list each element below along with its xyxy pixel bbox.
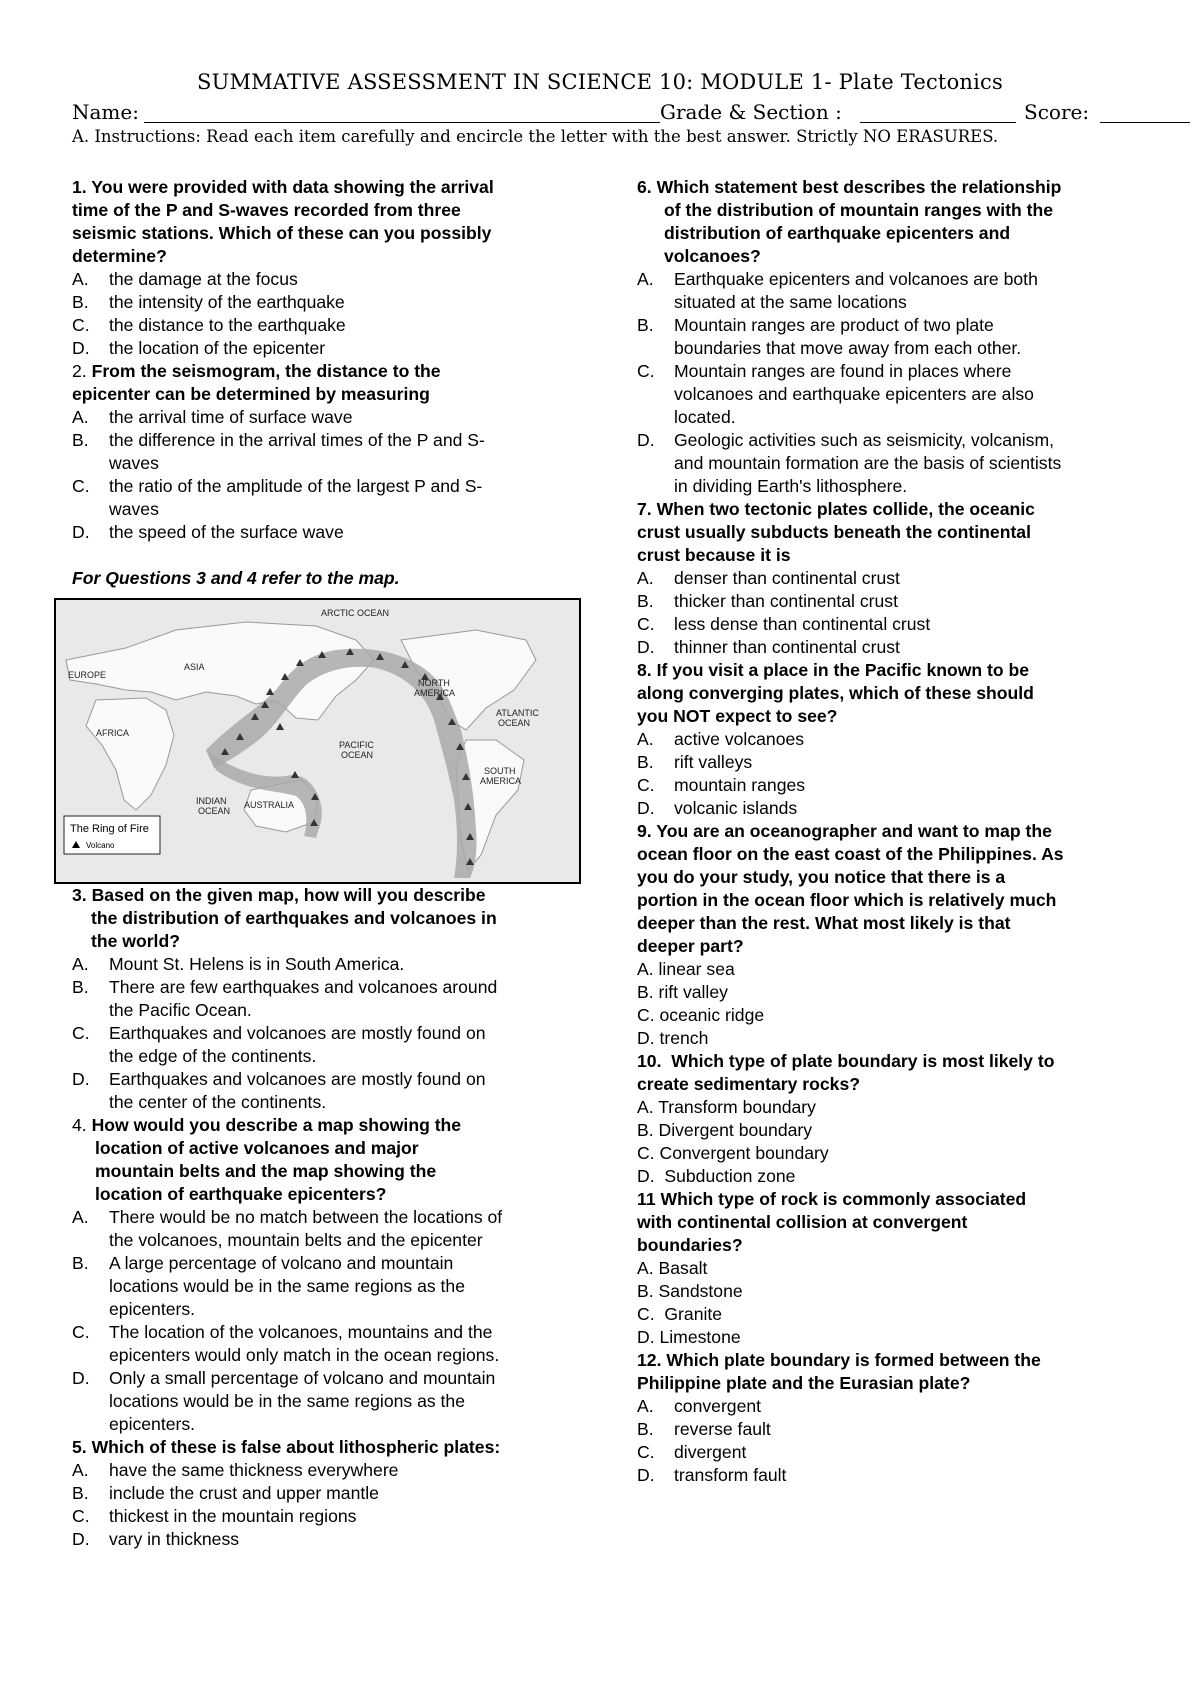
map-label-indian-2: OCEAN [198, 806, 231, 816]
question-8-option-b[interactable]: B. rift valleys [637, 752, 753, 772]
question-10-option-c[interactable]: C. Convergent boundary [637, 1143, 829, 1163]
question-9-option-b[interactable]: B. rift valley [637, 982, 728, 1002]
question-4-option-a[interactable]: A. There would be no match between the locations of the volcanoes, mountain belts and the epicenter [72, 1207, 503, 1250]
header-fields [72, 100, 1132, 128]
question-3-stem: 3. Based on the given map, how will you describe the distribution of earthquakes and volcanoes in the world? [72, 885, 497, 951]
question-6 [637, 176, 1147, 498]
question-12-option-c[interactable]: C. divergent [637, 1442, 747, 1462]
question-3-option-c[interactable]: C. Earthquakes and volcanoes are mostly found on the edge of the continents. [72, 1023, 486, 1066]
question-8-option-a[interactable]: A. active volcanoes [637, 729, 805, 749]
question-5 [72, 1436, 572, 1551]
question-3-option-a[interactable]: A. Mount St. Helens is in South America. [72, 954, 405, 974]
map-label-north-america-2: AMERICA [414, 688, 456, 698]
map-label-pacific: PACIFIC [339, 740, 374, 750]
question-6-option-c[interactable]: C. Mountain ranges are found in places where volcanoes and earthquake epicenters are also located. [637, 361, 1034, 427]
score-field-line[interactable] [1100, 122, 1190, 123]
map-label-north-america: NORTH [418, 678, 450, 688]
map-legend-item: Volcano [86, 841, 115, 850]
map-label-atlantic: ATLANTIC [496, 708, 539, 718]
question-3-option-d[interactable]: D. Earthquakes and volcanoes are mostly found on the center of the continents. [72, 1069, 486, 1112]
question-6-option-b[interactable]: B. Mountain ranges are product of two plate boundaries that move away from each other. [637, 315, 1022, 358]
question-12-option-a[interactable]: A. convergent [637, 1396, 762, 1416]
score-label: Score: [1024, 100, 1090, 124]
question-1-option-b[interactable]: B. the intensity of the earthquake [72, 292, 345, 312]
question-12 [637, 1349, 1147, 1487]
question-11-option-a[interactable]: A. Basalt [637, 1258, 708, 1278]
name-field-line[interactable] [144, 122, 660, 123]
question-8-option-d[interactable]: D. volcanic islands [637, 798, 798, 818]
map-label-asia: ASIA [184, 662, 205, 672]
question-10-stem: 10. Which type of plate boundary is most likely to create sedimentary rocks? [637, 1051, 1055, 1094]
map-label-australia: AUSTRALIA [244, 800, 295, 810]
question-1-option-a[interactable]: A. the damage at the focus [72, 269, 298, 289]
grade-section-label: Grade & Section : [660, 100, 842, 124]
question-2-stem: 2. From the seismogram, the distance to the epicenter can be determined by measuring [72, 361, 441, 404]
map-label-europe: EUROPE [68, 670, 107, 680]
question-11-stem: 11 Which type of rock is commonly associated with continental collision at convergent boundaries? [637, 1189, 1027, 1255]
question-2 [72, 360, 572, 544]
question-5-option-c[interactable]: C. thickest in the mountain regions [72, 1506, 357, 1526]
question-9-option-c[interactable]: C. oceanic ridge [637, 1005, 765, 1025]
question-4 [72, 1114, 572, 1436]
question-5-option-b[interactable]: B. include the crust and upper mantle [72, 1483, 379, 1503]
question-8-stem: 8. If you visit a place in the Pacific known to be along converging plates, which of these should you NOT expect to see? [637, 660, 1034, 726]
question-3-option-b[interactable]: B. There are few earthquakes and volcanoes around the Pacific Ocean. [72, 977, 498, 1020]
question-1-option-d[interactable]: D. the location of the epicenter [72, 338, 326, 358]
question-7-option-c[interactable]: C. less dense than continental crust [637, 614, 931, 634]
question-10-option-d[interactable]: D. Subduction zone [637, 1166, 796, 1186]
question-3 [72, 884, 572, 1114]
map-label-atlantic-2: OCEAN [498, 718, 531, 728]
grade-section-field-line[interactable] [860, 122, 1016, 123]
question-1 [72, 176, 572, 360]
name-label: Name: [72, 100, 139, 124]
question-10-option-a[interactable]: A. Transform boundary [637, 1097, 816, 1117]
question-10-option-b[interactable]: B. Divergent boundary [637, 1120, 813, 1140]
question-7-stem: 7. When two tectonic plates collide, the oceanic crust usually subducts beneath the continental crust because it is [637, 499, 1035, 565]
question-12-stem: 12. Which plate boundary is formed between the Philippine plate and the Eurasian plate? [637, 1350, 1041, 1393]
question-5-option-a[interactable]: A. have the same thickness everywhere [72, 1460, 399, 1480]
instructions: A. Instructions: Read each item carefully and encircle the letter with the best answer. Strictly NO ERASURES. [72, 127, 999, 146]
question-2-option-d[interactable]: D. the speed of the surface wave [72, 522, 344, 542]
question-5-stem: 5. Which of these is false about lithospheric plates: [72, 1437, 501, 1457]
map-label-africa: AFRICA [96, 728, 130, 738]
question-12-option-d[interactable]: D. transform fault [637, 1465, 787, 1485]
question-9-stem: 9. You are an oceanographer and want to map the ocean floor on the east coast of the Philippines. As you do your study, you notice that there is a portion in the ocean floor which is relatively much deeper than the rest. What most likely is that deeper part? [637, 821, 1064, 956]
question-4-stem: 4. How would you describe a map showing the location of active volcanoes and major mountain belts and the map showing the location of earthquake epicenters? [72, 1115, 462, 1204]
map-label-pacific-2: OCEAN [341, 750, 374, 760]
page-title: SUMMATIVE ASSESSMENT IN SCIENCE 10: MODULE 1- Plate Tectonics [197, 70, 1003, 94]
question-7-option-b[interactable]: B. thicker than continental crust [637, 591, 898, 611]
question-9-option-a[interactable]: A. linear sea [637, 959, 735, 979]
right-column [637, 176, 1147, 1487]
map-label-indian: INDIAN [196, 796, 227, 806]
question-5-option-d[interactable]: D. vary in thickness [72, 1529, 240, 1549]
map-legend-title: The Ring of Fire [70, 823, 149, 835]
question-1-stem: 1. You were provided with data showing the arrival time of the P and S-waves recorded from three seismic stations. Which of these can you possibly determine? [72, 177, 494, 266]
question-7-option-a[interactable]: A. denser than continental crust [637, 568, 900, 588]
map-label-south-america-2: AMERICA [480, 776, 522, 786]
map-label-arctic: ARCTIC OCEAN [321, 608, 390, 618]
question-2-option-a[interactable]: A. the arrival time of surface wave [72, 407, 353, 427]
question-1-option-c[interactable]: C. the distance to the earthquake [72, 315, 346, 335]
question-6-option-d[interactable]: D. Geologic activities such as seismicity, volcanism, and mountain formation are the basis of scientists in dividing Earth's lithosphere. [637, 430, 1062, 496]
question-11-option-b[interactable]: B. Sandstone [637, 1281, 743, 1301]
question-2-option-b[interactable]: B. the difference in the arrival times of the P and S- waves [72, 430, 485, 473]
question-11-option-d[interactable]: D. Limestone [637, 1327, 741, 1347]
question-8-option-c[interactable]: C. mountain ranges [637, 775, 806, 795]
question-9-option-d[interactable]: D. trench [637, 1028, 709, 1048]
question-4-option-b[interactable]: B. A large percentage of volcano and mountain locations would be in the same regions as the epicenters. [72, 1253, 465, 1319]
question-2-option-c[interactable]: C. the ratio of the amplitude of the largest P and S- waves [72, 476, 483, 519]
question-11-option-c[interactable]: C. Granite [637, 1304, 723, 1324]
question-9 [637, 820, 1147, 1050]
question-8 [637, 659, 1147, 820]
question-12-option-b[interactable]: B. reverse fault [637, 1419, 771, 1439]
map-reference-note: For Questions 3 and 4 refer to the map. [72, 568, 400, 588]
question-7 [637, 498, 1147, 659]
question-10 [637, 1050, 1147, 1188]
question-4-option-c[interactable]: C. The location of the volcanoes, mountains and the epicenters would only match in the ocean regions. [72, 1322, 500, 1365]
question-7-option-d[interactable]: D. thinner than continental crust [637, 637, 900, 657]
question-11 [637, 1188, 1147, 1349]
question-6-stem: 6. Which statement best describes the relationship of the distribution of mountain ranges with the distribution of earthquake epicenters and volcanoes? [637, 177, 1062, 266]
left-column [68, 176, 572, 1551]
question-6-option-a[interactable]: A. Earthquake epicenters and volcanoes are both situated at the same locations [637, 269, 1038, 312]
question-4-option-d[interactable]: D. Only a small percentage of volcano and mountain locations would be in the same regions as the epicenters. [72, 1368, 496, 1434]
ring-of-fire-map [54, 598, 581, 884]
map-label-south-america: SOUTH [484, 766, 516, 776]
